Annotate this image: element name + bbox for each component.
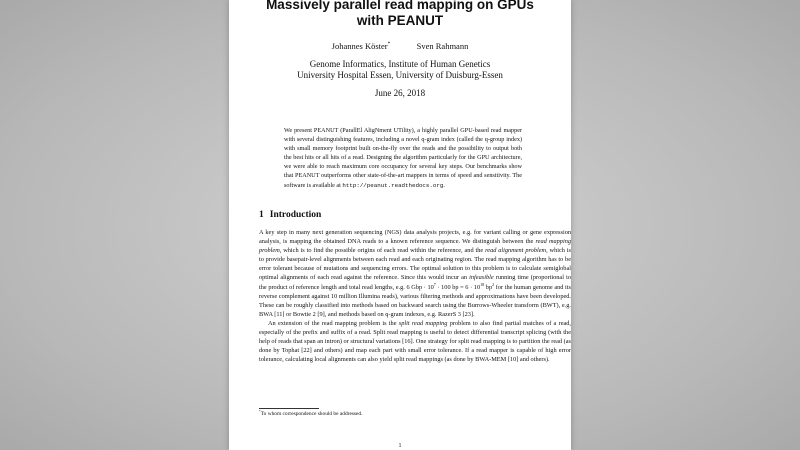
authors [229, 41, 571, 52]
author-koester: Johannes Köster [331, 41, 388, 51]
term-infeasible: infeasible [469, 274, 494, 282]
page-number: 1 [398, 443, 402, 449]
paper-title-line-1: Massively parallel read mapping on GPUs [266, 0, 534, 12]
term-split-read-mapping: split read mapping [398, 319, 448, 327]
paper-title-line-2: with PEANUT [356, 13, 444, 28]
paper-page [229, 0, 571, 450]
software-link[interactable]: http://peanut.readthedocs.org [342, 181, 444, 189]
abstract-text: We present PEANUT (ParallEl AligNment UTility), a highly parallel GPU-based read mapper with several distinguishing features, including a novel q-gram index (called the q-group index) with small memory footprint built on-the-fly over the reads and the possibility to output both the best hits or all hits of a read. Designing the algorithm particularly for the GPU architecture, we were able to reach maximum core occupancy for several key steps. Our benchmarks show that PEANUT outperforms other state-of-the-art mappers in terms of speed and sensitivity. The software is available at [284, 127, 522, 189]
introduction-body [259, 228, 571, 364]
term-read-alignment-problem: read alignment problem [485, 247, 547, 255]
paragraph-2: An extension of the read mapping problem is the split read mapping problem to also find partial matches of a read, especially of the prefix and suffix of a read. Split read mapping is useful to detect differential transcript splicing (with the help of reads that span an intron) or structural variations [16]. One strategy for split read mapping is to partition the read (as done by Tophat [22] and others) and map each part with small error tolerance. If a read mapper is capable of high error tolerance, calculating local alignments can also yield split read mappings (as done by BWA-MEM [10] and others). [259, 319, 571, 364]
footnote-mark: * [259, 409, 261, 414]
affiliation-line-2: University Hospital Essen, University of Duisburg-Essen [297, 70, 503, 80]
footnote [259, 411, 362, 418]
section-number: 1 [259, 210, 264, 220]
abstract: We present PEANUT (ParallEl AligNment UTility), a highly parallel GPU-based read mapper with several distinguishing features, including a novel q-gram index (called the q-group index) with small memory footprint built on-the-fly over the reads and the possibility to output both the best hits or all hits of a read. Designing the algorithm particularly for the GPU architecture, we were able to reach maximum core occupancy for several key steps. Our benchmarks show that PEANUT outperforms other state-of-the-art mappers in terms of speed and sensitivity. The software is available at http://peanut.readthedocs.org. [284, 127, 522, 189]
affiliation-line-1: Genome Informatics, Institute of Human Genetics [309, 59, 491, 69]
footnote-rule [259, 408, 319, 409]
section-title: Introduction [269, 210, 322, 220]
author-footnote-mark: * [387, 41, 391, 48]
author-rahmann: Sven Rahmann [416, 41, 469, 51]
term-read-mapping-problem: read mapping problem [259, 238, 571, 255]
footnote-text: To whom correspondence should be addressed. [260, 411, 363, 417]
paragraph-1: A key step in many next generation sequencing (NGS) data analysis projects, e.g. for variant calling or gene expression analysis, is mapping the obtained DNA reads to a known reference sequence. We distinguish between the read mapping problem, which is to find the possible origins of each read within the reference, and the read alignment problem, which is to provide basepair-level alignments between each read and each originating region. The read mapping algorithm has to be error tolerant because of mutations and sequencing errors. The optimal solution to this problem is to calculate semiglobal optimal alignments of each read against the reference. Since this would incur an infeasible running time (proportional to the product of reference length and total read lengths, e.g. 6 Gbp · $10^7 \cdot 100$ bp = $6 \cdot 10^{18}$ $bp^2$ for the human genome and its reverse complement against 10 million Illumina reads), various filtering methods and approximations have been developed. These can be roughly classified into methods based on backward search using the Burrows-Wheeler transform (BWT), e.g. BWA [11] or Bowtie 2 [9], and methods based on q-gram indexes, e.g. RazerS 3 [23]. [259, 229, 571, 318]
paper-date: June 26, 2018 [374, 88, 426, 98]
section-heading-introduction [259, 209, 321, 221]
